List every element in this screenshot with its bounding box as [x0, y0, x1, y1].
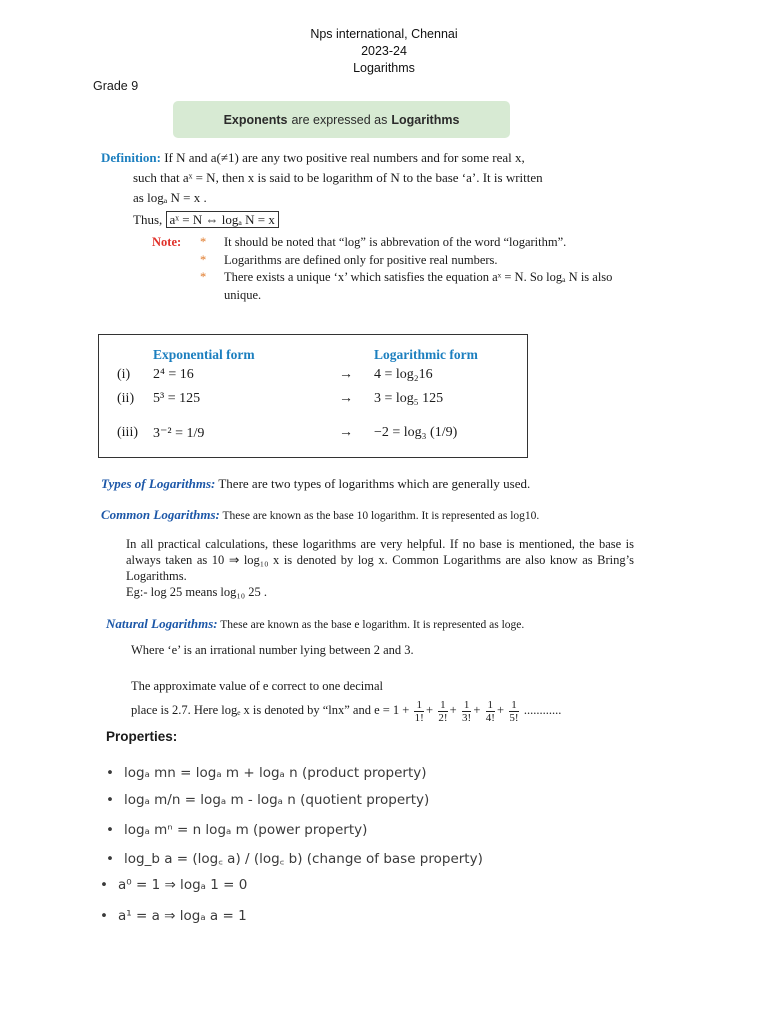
definition-boxed-formula: aˣ = N ⇔ logₐ N = x — [166, 211, 279, 228]
common-label: Common Logarithms: — [101, 507, 220, 522]
bullet-icon: • — [106, 765, 114, 781]
star-bullet-icon: * — [200, 270, 207, 284]
row-number: (ii) — [117, 391, 135, 406]
academic-year: 2023-24 — [361, 44, 407, 58]
grade-label: Grade 9 — [93, 79, 139, 93]
note-label: Note: — [152, 235, 182, 249]
row-number: (iii) — [117, 425, 138, 440]
list-item — [100, 877, 247, 893]
natural-approx — [131, 673, 641, 724]
list-item — [106, 792, 429, 808]
series-term: $\frac{1}{3!}$ — [462, 698, 472, 724]
note-item — [152, 234, 632, 252]
list-item — [106, 849, 483, 867]
common-logarithms-paragraph — [126, 536, 634, 600]
common-example: Eg:- log 25 means log₁₀ 25 . — [126, 585, 267, 599]
note-text: Logarithms are defined only for positive real numbers. — [224, 252, 498, 267]
bullet-icon: • — [100, 877, 108, 893]
bullet-icon: • — [106, 822, 114, 838]
topic-banner — [173, 101, 510, 138]
types-label: Types of Logarithms: — [101, 476, 216, 491]
table-row — [99, 425, 527, 449]
row-number: (i) — [117, 367, 131, 382]
list-item — [106, 765, 427, 781]
series-term: $\frac{1}{2!}$ — [438, 698, 448, 724]
banner-word-2: are expressed as — [291, 112, 388, 127]
thus-label: Thus, — [133, 212, 163, 227]
note-section — [152, 234, 632, 304]
definition-line-3: as logₐ N = x . — [133, 190, 207, 205]
school-name: Nps international, Chennai — [310, 27, 458, 41]
natural-logarithms — [106, 616, 524, 632]
property-text: log_b a = (log꜀ a) / (log꜀ b) (change of base property) — [124, 851, 483, 867]
bullet-icon: • — [100, 908, 108, 924]
property-text: logₐ mⁿ = n logₐ m (power property) — [124, 822, 368, 838]
natural-where: Where ‘e’ is an irrational number lying between 2 and 3. — [131, 643, 414, 657]
logarithmic-value: 3 = log₅ 125 — [374, 391, 444, 406]
list-item — [100, 908, 247, 924]
table-row — [99, 391, 527, 415]
forms-table — [98, 334, 528, 458]
definition-label: Definition: — [101, 150, 161, 165]
logarithmic-value: −2 = log₃ (1/9) — [374, 425, 458, 440]
series-end: ............ — [523, 703, 562, 717]
e-series: e = 1 + $\frac{1}{1!}$ + $\frac{1}{2!}$ + $\frac{1}{3!}$ + $\frac{1}{4!}$ + $\frac{1}{5!}$ ............ — [374, 698, 562, 724]
common-logarithms — [101, 507, 539, 523]
exponential-value: 3⁻² = 1/9 — [153, 426, 205, 441]
series-term: $\frac{1}{5!}$ — [509, 698, 519, 724]
subject-title: Logarithms — [353, 61, 415, 75]
types-of-logarithms — [101, 476, 530, 492]
arrow-icon: → — [339, 391, 353, 406]
definition-section — [101, 148, 661, 230]
series-start: e = 1 + — [374, 703, 410, 717]
properties-title: Properties: — [106, 729, 178, 744]
exponential-value: 2⁴ = 16 — [153, 367, 194, 382]
bullet-icon: • — [106, 792, 114, 808]
series-term: $\frac{1}{4!}$ — [485, 698, 495, 724]
document-header — [0, 26, 768, 77]
property-text: logₐ m/n = logₐ m - logₐ n (quotient property) — [124, 792, 430, 808]
bullet-icon: • — [106, 851, 114, 867]
list-item — [106, 822, 367, 838]
definition-line-1: If N and a(≠1) are any two positive real numbers and for some real x, — [164, 150, 525, 165]
natural-label: Natural Logarithms: — [106, 616, 218, 631]
common-text: These are known as the base 10 logarithm. It is represented as log10. — [222, 510, 540, 522]
note-item — [152, 269, 632, 304]
property-text: a⁰ = 1 ⇒ logₐ 1 = 0 — [118, 877, 248, 893]
star-bullet-icon: * — [200, 235, 207, 249]
approx-line-1: The approximate value of e correct to one decimal — [131, 679, 383, 693]
note-item — [152, 252, 632, 270]
exponential-form-header: Exponential form — [153, 347, 255, 362]
exponential-value: 5³ = 125 — [153, 391, 201, 406]
note-text: There exists a unique ‘x’ which satisfies the equation aˣ = N. So logₐ N is also unique. — [224, 270, 613, 302]
series-term: $\frac{1}{1!}$ — [414, 698, 424, 724]
property-text: a¹ = a ⇒ logₐ a = 1 — [118, 908, 247, 924]
types-text: There are two types of logarithms which are generally used. — [218, 476, 531, 491]
definition-line-2: such that aˣ = N, then x is said to be logarithm of N to the base ‘a’. It is written — [133, 170, 543, 185]
natural-text: These are known as the base e logarithm. It is represented as loge. — [220, 619, 525, 631]
common-para: In all practical calculations, these logarithms are very helpful. If no base is mentioned, the base is always taken as 10 ⇒ log₁₀ x is denoted by log x. Common Logarithms are also know as Bring’s Logarithms. — [126, 537, 634, 583]
arrow-icon: → — [339, 367, 353, 382]
arrow-icon: → — [339, 425, 353, 440]
logarithmic-value: 4 = log₂16 — [374, 367, 433, 382]
logarithmic-form-header: Logarithmic form — [374, 347, 478, 362]
star-bullet-icon: * — [200, 252, 207, 267]
property-text: logₐ mn = logₐ m + logₐ n (product property) — [124, 765, 427, 781]
table-row — [99, 367, 527, 391]
approx-line-2: place is 2.7. Here logₑ x is denoted by “lnx” and — [131, 703, 371, 717]
banner-word-3: Logarithms — [391, 112, 460, 127]
banner-word-1: Exponents — [223, 112, 288, 127]
note-text: It should be noted that “log” is abbrevation of the word “logarithm”. — [224, 235, 567, 249]
